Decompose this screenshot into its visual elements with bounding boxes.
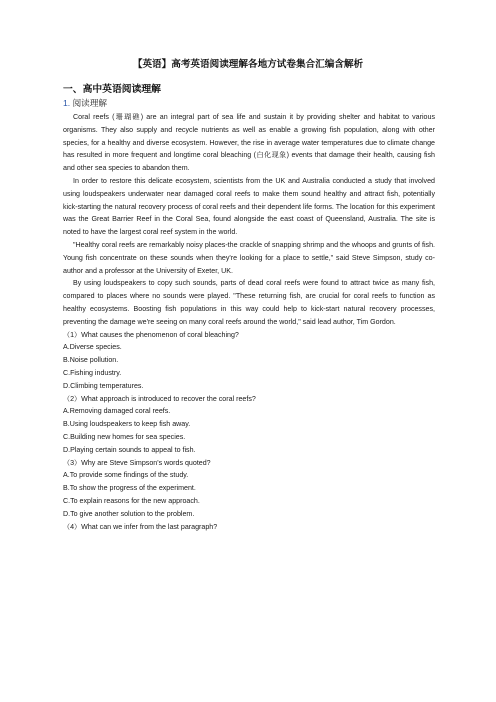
- subheading-text: 阅读理解: [72, 98, 107, 108]
- question-stem: （3）Why are Steve Simpson's words quoted?: [63, 458, 211, 467]
- subheading-number: 1.: [63, 98, 71, 108]
- answer-option: A.To provide some findings of the study.: [63, 471, 189, 480]
- passage-paragraph: By using loudspeakers to copy such sounds, parts of dead coral reefs were found to attract twice as many fish, compared to places where no sounds were played. "These returning fish, are crucial for coral reefs to function as healthy ecosystems. Boosting fish populations in this way could help to kick-start natural recovery processes, preventing the damage we're seeing on many coral reefs around the world," said lead author, Tim Gordon.: [63, 279, 435, 326]
- passage-paragraph: In order to restore this delicate ecosystem, scientists from the UK and Australia conducted a study that involved using loudspeakers underwater near damaged coral reefs to make them sound healthy and attract fish, potentially kick-starting the natural recovery process of coral reefs and their dependent life forms. The location for this experiment was the Great Barrier Reef in the Coral Sea, found alongside the east coast of Queensland, Australia. The site is noted to have the largest coral reef system in the world.: [63, 176, 435, 237]
- answer-option: C.To explain reasons for the new approach.: [63, 496, 200, 505]
- answer-option: C.Fishing industry.: [63, 368, 122, 377]
- answer-option: B.Noise pollution.: [63, 356, 119, 365]
- answer-option: C.Building new homes for sea species.: [63, 432, 186, 441]
- question-stem: （2）What approach is introduced to recover the coral reefs?: [63, 394, 256, 403]
- answer-option: A.Diverse species.: [63, 343, 122, 352]
- answer-option: D.To give another solution to the problem.: [63, 509, 195, 518]
- answer-option: B.To show the progress of the experiment.: [63, 484, 196, 493]
- document-title: 【英语】高考英语阅读理解各地方试卷集合汇编含解析: [132, 59, 364, 70]
- answer-option: A.Removing damaged coral reefs.: [63, 407, 171, 416]
- answer-option: D.Playing certain sounds to appeal to fish.: [63, 445, 196, 454]
- reading-subheading: [63, 97, 107, 109]
- question-stem: （1）What causes the phenomenon of coral bleaching?: [63, 330, 239, 339]
- section-heading: 一、高中英语阅读理解: [63, 84, 161, 95]
- passage-body: [63, 111, 435, 533]
- passage-paragraph: Coral reefs (珊瑚礁) are an integral part of sea life and sustain it by providing shelter and habitat to various organisms. They also supply and recycle nutrients as well as enable a growing fish population, along with other species, for a healthy and diverse ecosystem. However, the rise in average water temperatures due to climate change has resulted in more frequent and longtime coral bleaching (白化现象) events that damage their health, causing fish and other sea species to abandon them.: [63, 113, 435, 173]
- answer-option: B.Using loudspeakers to keep fish away.: [63, 420, 191, 429]
- passage-paragraph: "Healthy coral reefs are remarkably noisy places-the crackle of snapping shrimp and the whoops and grunts of fish. Young fish concentrate on these sounds when they're looking for a place to settle," said Steve Simpson, study co-author and a professor at the University of Exeter, UK.: [63, 240, 435, 275]
- answer-option: D.Climbing temperatures.: [63, 381, 144, 390]
- question-stem: （4）What can we infer from the last paragraph?: [63, 522, 218, 531]
